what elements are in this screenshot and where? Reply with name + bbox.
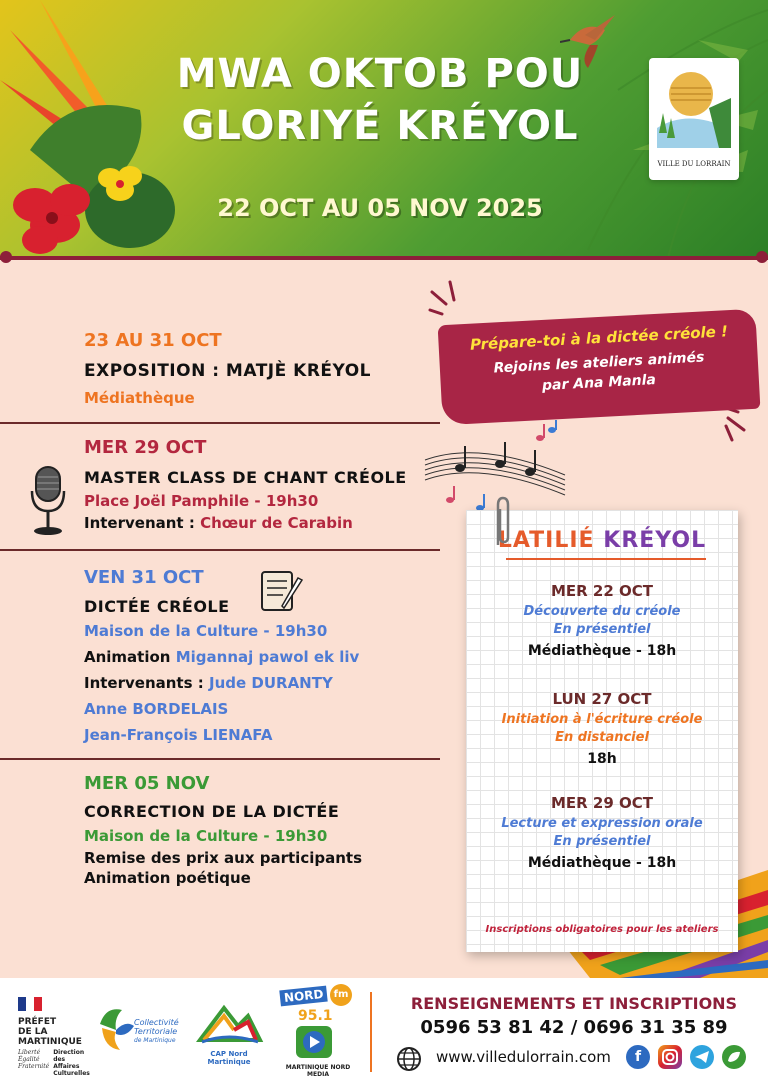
drac-text: Affaires	[53, 1063, 80, 1070]
registration-note: Inscriptions obligatoires pour les ateliers	[485, 924, 719, 935]
event-date: MER 05 NOV	[84, 773, 210, 794]
website-link[interactable]: www.villedulorrain.com	[436, 1048, 611, 1066]
event-master-class	[84, 437, 407, 532]
event-detail: Animation poétique	[84, 869, 251, 887]
event-place: Médiathèque	[84, 389, 195, 407]
workshop-place: Médiathèque - 18h	[527, 643, 677, 659]
motto-text: Fraternité	[18, 1063, 50, 1070]
speaker-name: Jean-François LIENAFA	[84, 726, 273, 744]
cap-nord-logo	[194, 1002, 264, 1064]
animation-name: Migannaj pawol ek liv	[175, 648, 360, 666]
workshop-place: Médiathèque - 18h	[527, 855, 677, 871]
event-date: 23 AU 31 OCT	[84, 330, 222, 351]
radio-fm-badge: fm	[330, 984, 352, 1006]
paperclip-icon	[492, 495, 512, 547]
workshop-item	[466, 690, 738, 767]
banner-subline: par Ana Manla	[541, 372, 657, 394]
event-title: MASTER CLASS DE CHANT CRÉOLE	[84, 468, 407, 487]
event-correction	[84, 773, 362, 887]
divider-dot	[0, 251, 12, 263]
prefet-text: MARTINIQUE	[18, 1037, 82, 1047]
speakers-label: Intervenants :	[84, 674, 204, 692]
cap-nord-mountain-icon	[194, 1002, 264, 1046]
workshop-mode: En distanciel	[555, 730, 649, 745]
radio-name: NORD	[279, 986, 328, 1007]
workshop-mode: En présentiel	[553, 834, 651, 849]
contact-heading: RENSEIGNEMENTS ET INSCRIPTIONS	[410, 994, 738, 1013]
leaf-glyph-icon	[722, 1045, 746, 1069]
workshop-place: 18h	[587, 751, 617, 767]
banner-headline: Prépare-toi à la dictée créole !	[469, 322, 729, 354]
play-icon	[296, 1026, 332, 1058]
workshop-desc: Découverte du créole	[523, 604, 681, 619]
telegram-icon[interactable]	[690, 1045, 714, 1069]
ctm-text: de Martinique	[134, 1037, 176, 1044]
radio-tagline: MARTINIQUE NORD MEDIA	[285, 1064, 351, 1078]
speaker-name: Anne BORDELAIS	[84, 700, 229, 718]
event-dates: 22 OCT AU 05 NOV 2025	[217, 194, 543, 222]
page-title	[140, 48, 620, 152]
cap-nord-text: CAP Nord Martinique	[207, 1050, 251, 1066]
event-date: MER 29 OCT	[84, 437, 207, 458]
dictee-promo-banner	[440, 317, 758, 417]
workshop-item	[466, 794, 738, 871]
section-divider	[0, 422, 440, 424]
header-divider	[0, 256, 768, 260]
footer-separator	[370, 992, 372, 1072]
notebook-title-part: LATILIÉ	[497, 528, 595, 553]
event-place: Maison de la Culture - 19h30	[84, 622, 328, 640]
nord-fm-logo	[276, 984, 360, 1078]
prefet-text: PRÉFET	[18, 1017, 57, 1027]
speaker-name: Chœur de Carabin	[200, 514, 353, 532]
drac-text: Culturelles	[53, 1070, 90, 1077]
event-title: CORRECTION DE LA DICTÉE	[84, 802, 340, 821]
facebook-icon[interactable]: f	[626, 1045, 650, 1069]
section-divider	[0, 549, 440, 551]
ctm-bird-icon	[96, 1004, 136, 1054]
collectivite-territoriale-logo	[96, 1004, 188, 1064]
microphone-icon	[28, 465, 68, 537]
ville-du-lorrain-logo	[649, 58, 739, 180]
event-title: EXPOSITION : MATJÈ KRÉYOL	[84, 361, 372, 381]
workshop-mode: En présentiel	[553, 622, 651, 637]
radio-frequency: 95.1	[298, 1008, 333, 1024]
ctm-text: Territoriale	[134, 1027, 178, 1036]
instagram-glyph-icon	[658, 1045, 682, 1069]
workshop-desc: Lecture et expression orale	[501, 816, 703, 831]
event-dictee	[84, 567, 359, 744]
event-place: Place Joël Pamphile - 19h30	[84, 492, 319, 510]
banner-subline: Rejoins les ateliers animés	[493, 349, 705, 377]
notebook-title-part: KRÉYOL	[603, 528, 707, 553]
lorrain-emblem-icon	[649, 58, 739, 158]
workshop-date: LUN 27 OCT	[552, 690, 652, 708]
title-line-1: MWA OKTOB POU	[176, 51, 584, 97]
ctm-text: Collectivité	[134, 1018, 179, 1027]
header-banner	[0, 0, 768, 258]
workshop-desc: Initiation à l'écriture créole	[501, 712, 703, 727]
workshop-date: MER 29 OCT	[550, 794, 654, 812]
section-divider	[0, 758, 440, 760]
speaker-label: Intervenant :	[84, 514, 195, 532]
prefet-martinique-logo	[18, 996, 98, 1077]
workshop-date: MER 22 OCT	[550, 582, 654, 600]
leaf-app-icon[interactable]	[722, 1045, 746, 1069]
animation-label: Animation	[84, 648, 171, 666]
event-exposition	[84, 330, 371, 407]
speaker-name: Jude DURANTY	[209, 674, 333, 692]
event-detail: Remise des prix aux participants	[84, 849, 362, 867]
event-date: VEN 31 OCT	[84, 567, 204, 588]
drac-text: Direction des	[53, 1049, 85, 1063]
workshop-item	[466, 582, 738, 659]
contact-phone: 0596 53 81 42 / 0696 31 35 89	[420, 1017, 728, 1038]
motto-text: Liberté	[18, 1049, 41, 1056]
logo-text: VILLE DU LORRAIN	[657, 160, 731, 168]
divider-dot	[756, 251, 768, 263]
marianne-flag-icon	[18, 997, 42, 1011]
event-place: Maison de la Culture - 19h30	[84, 827, 328, 845]
telegram-glyph-icon	[690, 1045, 714, 1069]
globe-icon	[396, 1046, 422, 1072]
spark-lines-icon	[420, 280, 480, 320]
workshop-notebook	[466, 510, 738, 952]
title-line-2: GLORIYÉ KRÉYOL	[181, 103, 579, 149]
event-title: DICTÉE CRÉOLE	[84, 597, 230, 616]
motto-text: Égalité	[18, 1056, 40, 1063]
instagram-icon[interactable]	[658, 1045, 682, 1069]
prefet-text: DE LA	[18, 1027, 48, 1037]
title-underline	[506, 558, 706, 560]
